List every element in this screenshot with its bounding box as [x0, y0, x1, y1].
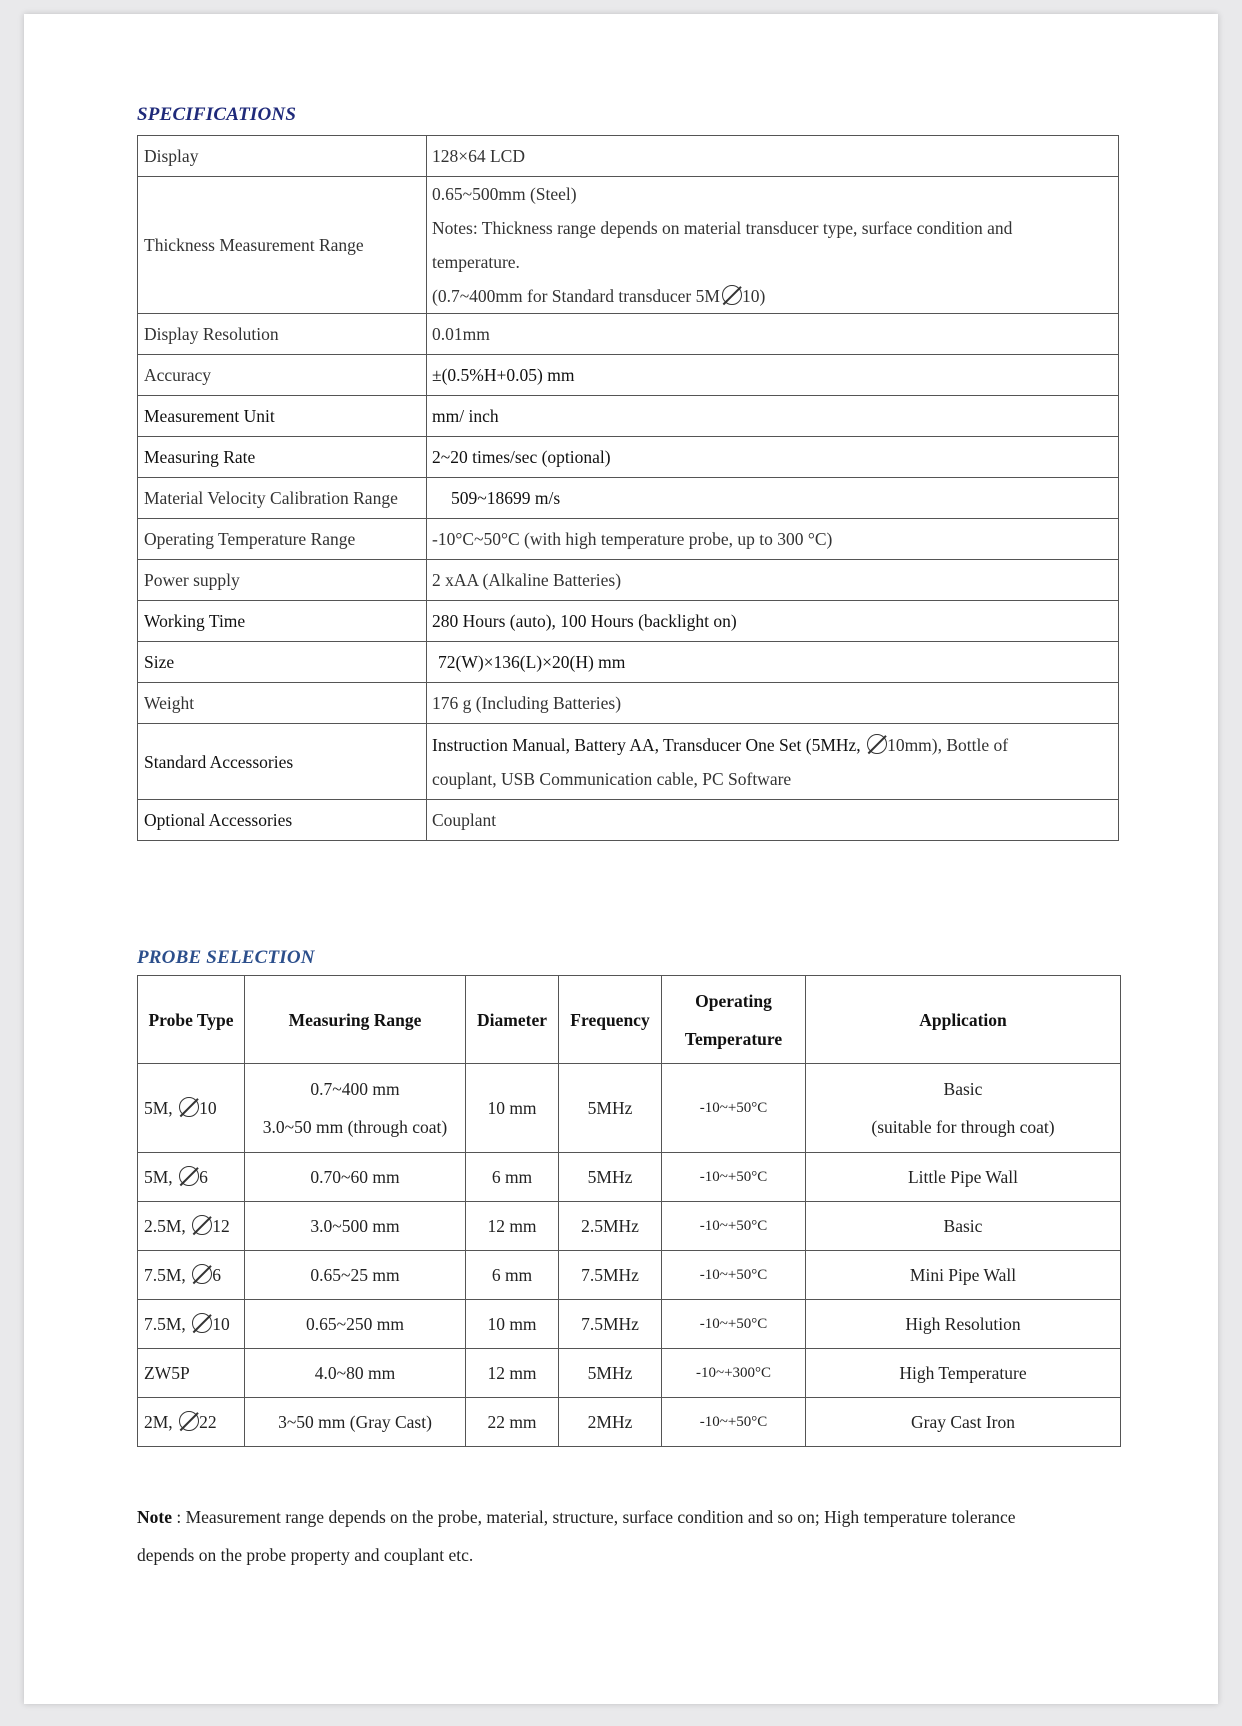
spec-label: Working Time [138, 601, 427, 642]
spec-label: Weight [138, 683, 427, 724]
table-row [138, 1202, 1121, 1251]
spec-label: Display Resolution [138, 314, 427, 355]
spec-label: Material Velocity Calibration Range [138, 478, 427, 519]
column-header: Diameter [466, 976, 559, 1064]
probe-selection-table [137, 975, 1121, 1447]
table-row [138, 136, 1119, 177]
probe-type: 5M, 6 [138, 1153, 245, 1202]
diameter: 6 mm [466, 1153, 559, 1202]
specifications-heading: SPECIFICATIONS [137, 104, 297, 125]
spec-value: 2 xAA (Alkaline Batteries) [427, 560, 1119, 601]
measuring-range: 3.0~500 mm [245, 1202, 466, 1251]
spec-value: mm/ inch [427, 396, 1119, 437]
spec-label: Display [138, 136, 427, 177]
diameter: 12 mm [466, 1202, 559, 1251]
table-row [138, 519, 1119, 560]
diameter-icon [192, 1313, 212, 1333]
spec-value: 0.01mm [427, 314, 1119, 355]
table-row [138, 1153, 1121, 1202]
frequency: 2.5MHz [559, 1202, 662, 1251]
operating-temperature: -10~+300°C [662, 1349, 806, 1398]
operating-temperature: -10~+50°C [662, 1300, 806, 1349]
measuring-range: 3~50 mm (Gray Cast) [245, 1398, 466, 1447]
spec-label: Accuracy [138, 355, 427, 396]
table-row [138, 800, 1119, 841]
diameter-icon [179, 1166, 199, 1186]
note-text: : Measurement range depends on the probe, material, structure, surface condition and so on; High temperature tolerance [171, 1507, 1016, 1527]
column-header-line: Operating [695, 990, 772, 1011]
operating-temperature: -10~+50°C [662, 1153, 806, 1202]
application: Little Pipe Wall [806, 1153, 1121, 1202]
note-line: depends on the probe property and couplant etc. [137, 1545, 474, 1565]
operating-temperature: -10~+50°C [662, 1064, 806, 1153]
spec-value: 176 g (Including Batteries) [427, 683, 1119, 724]
diameter-icon [192, 1264, 212, 1284]
table-row [138, 601, 1119, 642]
spec-value-line: Notes: Thickness range depends on material transducer type, surface condition and [432, 218, 1013, 238]
spec-value-line: 0.65~500mm (Steel) [432, 184, 577, 204]
diameter: 10 mm [466, 1300, 559, 1349]
spec-value: 128×64 LCD [427, 136, 1119, 177]
diameter: 10 mm [466, 1064, 559, 1153]
table-header-row [138, 976, 1121, 1064]
frequency: 5MHz [559, 1349, 662, 1398]
table-row [138, 314, 1119, 355]
measuring-range: 4.0~80 mm [245, 1349, 466, 1398]
spec-value: ±(0.5%H+0.05) mm [427, 355, 1119, 396]
application: Mini Pipe Wall [806, 1251, 1121, 1300]
diameter: 22 mm [466, 1398, 559, 1447]
spec-value [427, 724, 1119, 800]
measuring-range: 0.65~25 mm [245, 1251, 466, 1300]
frequency: 5MHz [559, 1064, 662, 1153]
operating-temperature: -10~+50°C [662, 1202, 806, 1251]
frequency: 5MHz [559, 1153, 662, 1202]
table-row [138, 1398, 1121, 1447]
frequency: 2MHz [559, 1398, 662, 1447]
measuring-range: 0.65~250 mm [245, 1300, 466, 1349]
frequency: 7.5MHz [559, 1251, 662, 1300]
spec-value-line: couplant, USB Communication cable, PC Software [432, 768, 792, 789]
spec-label: Standard Accessories [138, 724, 427, 800]
spec-value-text: 10) [741, 286, 766, 306]
spec-value-line: temperature. [432, 252, 520, 272]
spec-value [427, 177, 1119, 314]
document-page [24, 14, 1218, 1704]
diameter-icon [179, 1097, 199, 1117]
table-row [138, 396, 1119, 437]
spec-value-text: Instruction Manual, Battery AA, Transducer One Set (5MHz, [432, 734, 866, 755]
operating-temperature: -10~+50°C [662, 1251, 806, 1300]
column-header [662, 976, 806, 1064]
spec-value-text: (0.7~400mm for Standard transducer 5M [432, 286, 720, 306]
diameter-icon [722, 285, 742, 305]
spec-value-line [432, 279, 1112, 313]
column-header: Probe Type [138, 976, 245, 1064]
column-header: Measuring Range [245, 976, 466, 1064]
measuring-range: 0.70~60 mm [245, 1153, 466, 1202]
frequency: 7.5MHz [559, 1300, 662, 1349]
spec-label: Measurement Unit [138, 396, 427, 437]
spec-label: Size [138, 642, 427, 683]
column-header: Frequency [559, 976, 662, 1064]
table-row [138, 642, 1119, 683]
spec-value: 2~20 times/sec (optional) [427, 437, 1119, 478]
table-row [138, 1064, 1121, 1153]
table-row [138, 560, 1119, 601]
table-row [138, 1300, 1121, 1349]
probe-type: 7.5M, 6 [138, 1251, 245, 1300]
table-row [138, 437, 1119, 478]
probe-type: 2M, 22 [138, 1398, 245, 1447]
application: High Temperature [806, 1349, 1121, 1398]
probe-type: 5M, 10 [138, 1064, 245, 1153]
table-row [138, 355, 1119, 396]
column-header-line: Temperature [684, 1028, 783, 1049]
application: Basic [806, 1202, 1121, 1251]
application: High Resolution [806, 1300, 1121, 1349]
table-row [138, 1251, 1121, 1300]
note-paragraph [137, 1498, 1107, 1574]
table-row [138, 1349, 1121, 1398]
spec-value: 72(W)×136(L)×20(H) mm [427, 642, 1119, 683]
note-label: Note [137, 1507, 172, 1527]
spec-label: Power supply [138, 560, 427, 601]
spec-value-text: 10mm), Bottle of [887, 734, 1009, 755]
diameter-icon [867, 734, 887, 754]
table-row [138, 478, 1119, 519]
spec-label: Thickness Measurement Range [138, 177, 427, 314]
application: Gray Cast Iron [806, 1398, 1121, 1447]
spec-label: Optional Accessories [138, 800, 427, 841]
spec-label: Measuring Rate [138, 437, 427, 478]
spec-value: -10°C~50°C (with high temperature probe, up to 300 °C) [427, 519, 1119, 560]
spec-value: Couplant [427, 800, 1119, 841]
operating-temperature: -10~+50°C [662, 1398, 806, 1447]
column-header: Application [806, 976, 1121, 1064]
application: Basic (suitable for through coat) [806, 1064, 1121, 1153]
table-row [138, 683, 1119, 724]
diameter: 6 mm [466, 1251, 559, 1300]
diameter-icon [179, 1411, 199, 1431]
probe-type: 7.5M, 10 [138, 1300, 245, 1349]
table-row [138, 177, 1119, 314]
probe-type: 2.5M, 12 [138, 1202, 245, 1251]
note-line [137, 1498, 1107, 1536]
probe-type: ZW5P [138, 1349, 245, 1398]
spec-value: 280 Hours (auto), 100 Hours (backlight on) [427, 601, 1119, 642]
table-row [138, 724, 1119, 800]
probe-selection-heading: PROBE SELECTION [137, 947, 315, 968]
spec-value: 509~18699 m/s [427, 478, 1119, 519]
measuring-range: 0.7~400 mm 3.0~50 mm (through coat) [245, 1064, 466, 1153]
specifications-table [137, 135, 1119, 841]
diameter: 12 mm [466, 1349, 559, 1398]
spec-label: Operating Temperature Range [138, 519, 427, 560]
diameter-icon [192, 1215, 212, 1235]
spec-value-line [432, 728, 1112, 762]
